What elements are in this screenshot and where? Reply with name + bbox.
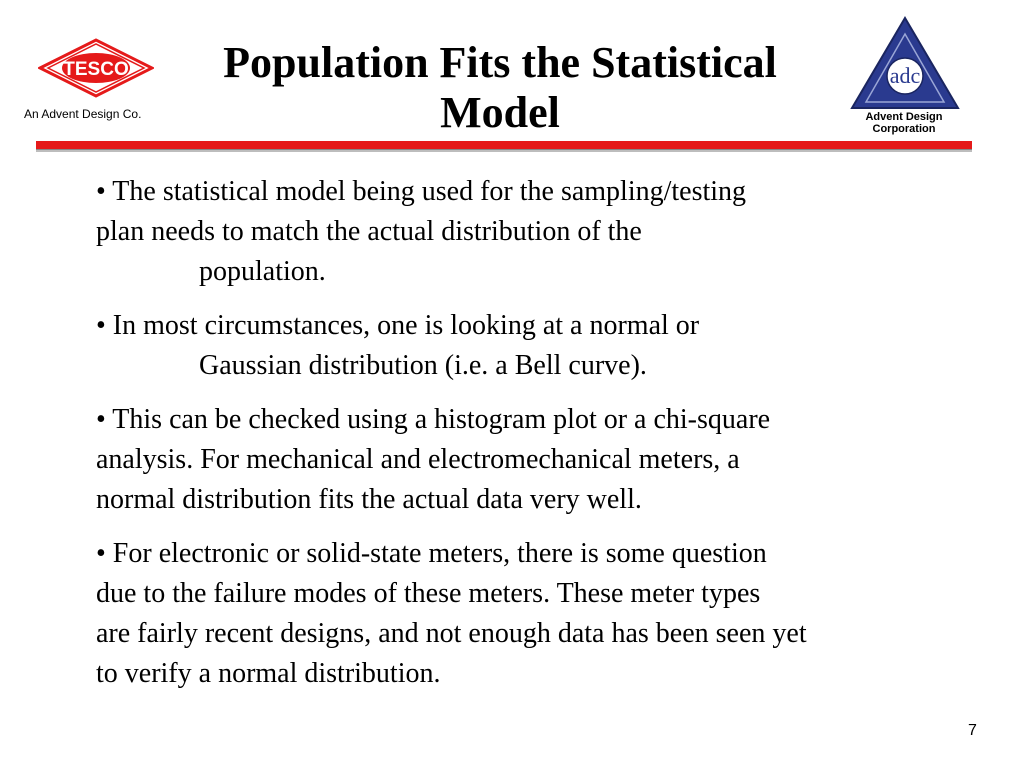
tesco-logo <box>38 38 154 98</box>
bullet-line: are fairly recent designs, and not enough data has been seen yet <box>96 618 807 649</box>
adc-caption-line-2: Corporation <box>872 123 936 135</box>
page-number: 7 <box>968 722 977 739</box>
adc-logo-caption <box>843 111 965 135</box>
slide-title-line-2: Model <box>440 88 560 137</box>
bullet-line: • The statistical model being used for the sampling/testing <box>96 176 747 207</box>
bullet-line: • For electronic or solid-state meters, there is some question <box>96 538 767 569</box>
slide-title <box>170 38 830 138</box>
bullet-line: population. <box>199 256 326 287</box>
bullet-line: due to the failure modes of these meters. These meter types <box>96 578 761 609</box>
tesco-logo-caption: An Advent Design Co. <box>24 107 142 121</box>
bullet-line: • In most circumstances, one is looking at a normal or <box>96 310 700 341</box>
adc-caption-line-1: Advent Design <box>865 111 943 123</box>
tesco-logo-text: TESCO <box>63 59 129 80</box>
bullet-item <box>96 172 976 292</box>
bullet-line: Gaussian distribution (i.e. a Bell curve). <box>199 350 647 381</box>
title-divider <box>36 141 972 150</box>
slide-title-line-1: Population Fits the Statistical <box>223 38 777 87</box>
adc-logo-text: adc <box>889 63 921 88</box>
bullet-item <box>96 534 976 694</box>
bullet-line: normal distribution fits the actual data very well. <box>96 484 642 515</box>
bullet-line: • This can be checked using a histogram plot or a chi-square <box>96 404 771 435</box>
bullet-item <box>96 306 976 386</box>
bullet-list <box>96 172 976 708</box>
adc-logo <box>850 16 960 112</box>
bullet-item <box>96 400 976 520</box>
bullet-line: analysis. For mechanical and electromechanical meters, a <box>96 444 740 475</box>
bullet-line: plan needs to match the actual distribution of the <box>96 216 642 247</box>
bullet-line: to verify a normal distribution. <box>96 658 441 689</box>
